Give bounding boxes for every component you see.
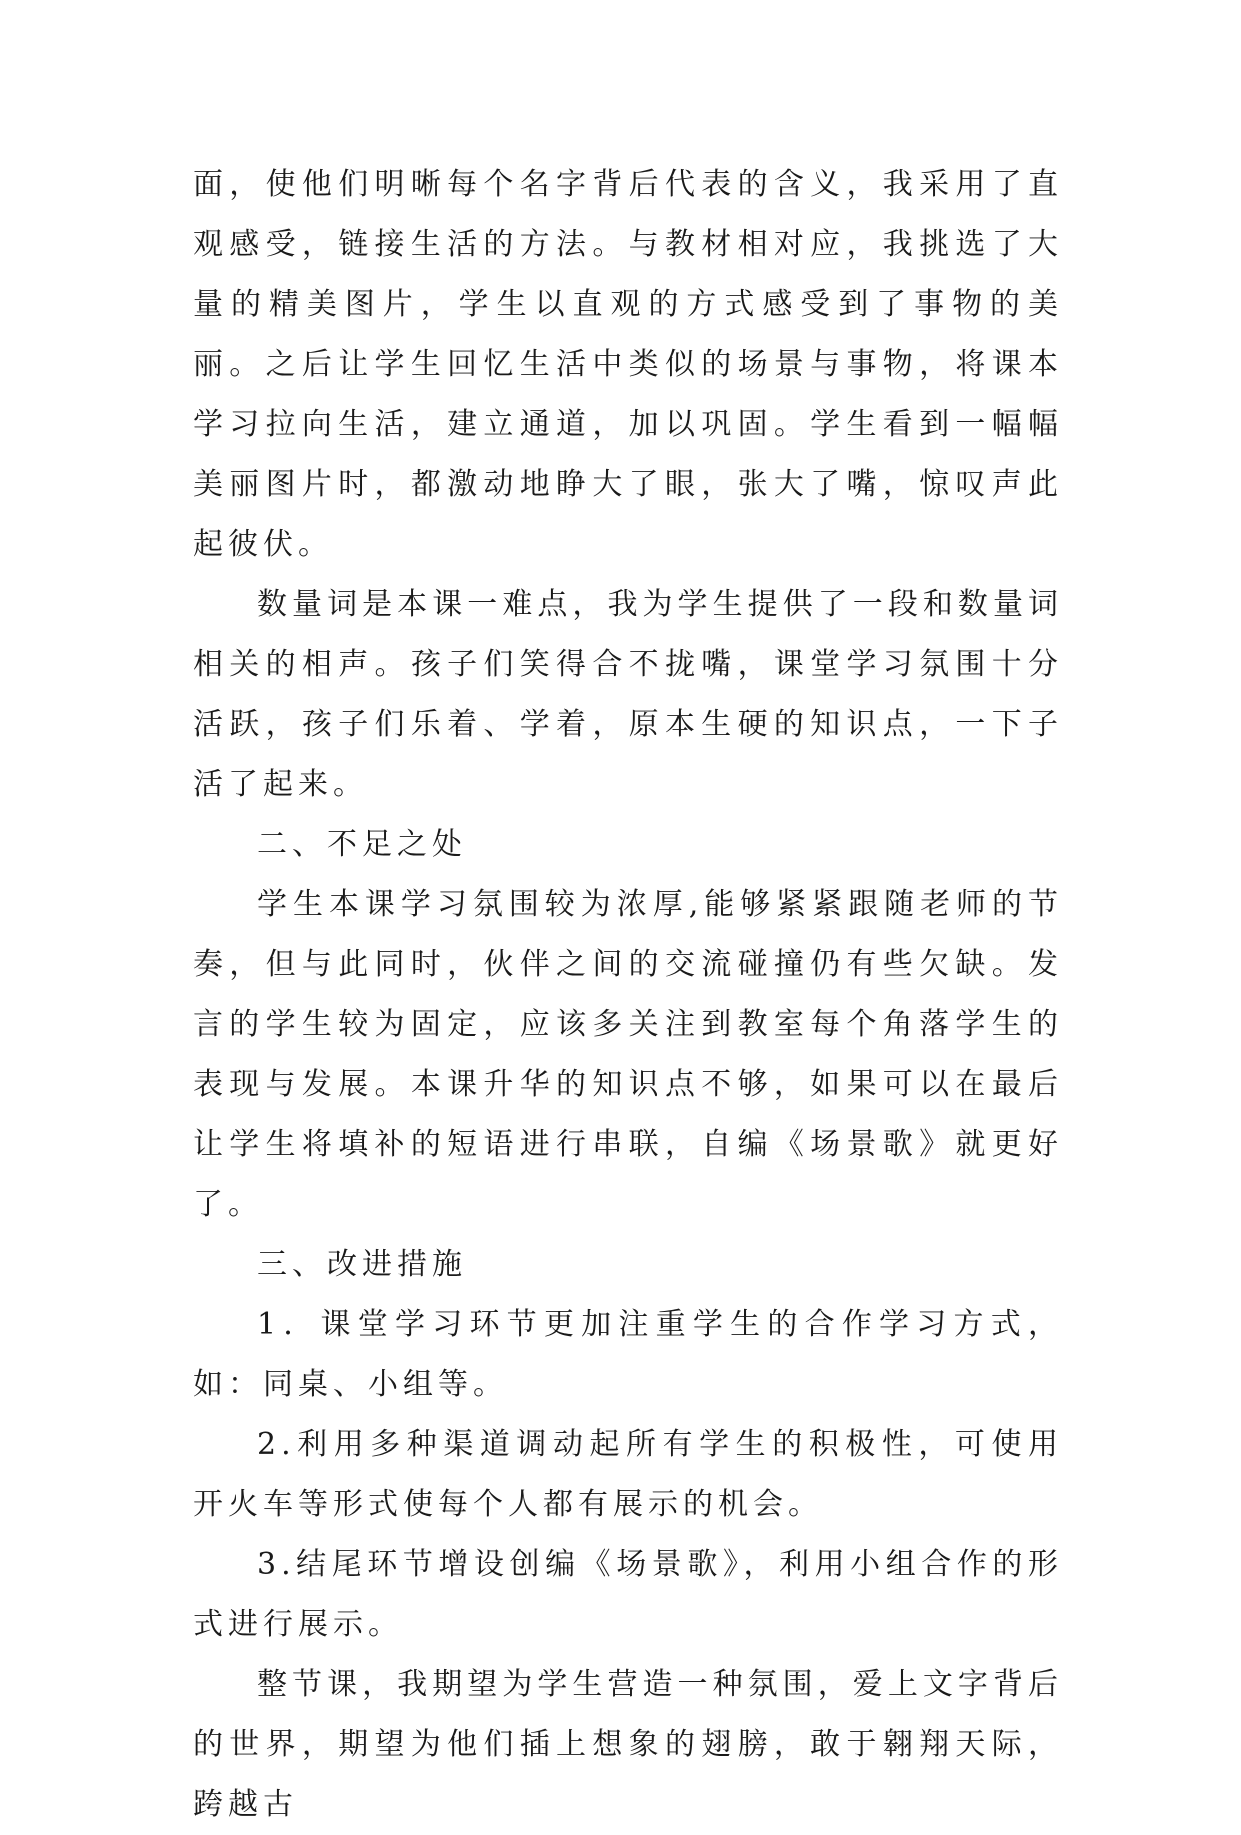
section-heading-shortcomings: 二、不足之处 xyxy=(257,827,467,862)
section-heading-improvements: 三、改进措施 xyxy=(257,1247,467,1282)
paragraph-conclusion: 整节课，我期望为学生营造一种氛围，爱上文字背后的世界，期望为他们插上想象的翅膀，敢于翱翔天际，跨越古 xyxy=(193,1667,1063,1822)
improvement-item-1: 1．课堂学习环节更加注重学生的合作学习方式，如：同桌、小组等。 xyxy=(193,1307,1063,1402)
document-body xyxy=(193,155,1063,1835)
improvement-item-2: 2.利用多种渠道调动起所有学生的积极性，可使用开火车等形式使每个人都有展示的机会。 xyxy=(193,1427,1063,1522)
paragraph-quantifiers: 数量词是本课一难点，我为学生提供了一段和数量词相关的相声。孩子们笑得合不拢嘴，课堂学习氛围十分活跃，孩子们乐着、学着，原本生硬的知识点，一下子活了起来。 xyxy=(193,587,1063,802)
paragraph-intro-methods: 面，使他们明晰每个名字背后代表的含义，我采用了直观感受，链接生活的方法。与教材相对应，我挑选了大量的精美图片，学生以直观的方式感受到了事物的美丽。之后让学生回忆生活中类似的场景与事物，将课本学习拉向生活，建立通道，加以巩固。学生看到一幅幅美丽图片时，都激动地睁大了眼，张大了嘴，惊叹声此起彼伏。 xyxy=(193,167,1063,562)
paragraph-shortcomings: 学生本课学习氛围较为浓厚,能够紧紧跟随老师的节奏，但与此同时，伙伴之间的交流碰撞仍有些欠缺。发言的学生较为固定，应该多关注到教室每个角落学生的表现与发展。本课升华的知识点不够，如果可以在最后让学生将填补的短语进行串联，自编《场景歌》就更好了。 xyxy=(193,887,1063,1222)
improvement-item-3: 3.结尾环节增设创编《场景歌》，利用小组合作的形式进行展示。 xyxy=(193,1547,1063,1642)
